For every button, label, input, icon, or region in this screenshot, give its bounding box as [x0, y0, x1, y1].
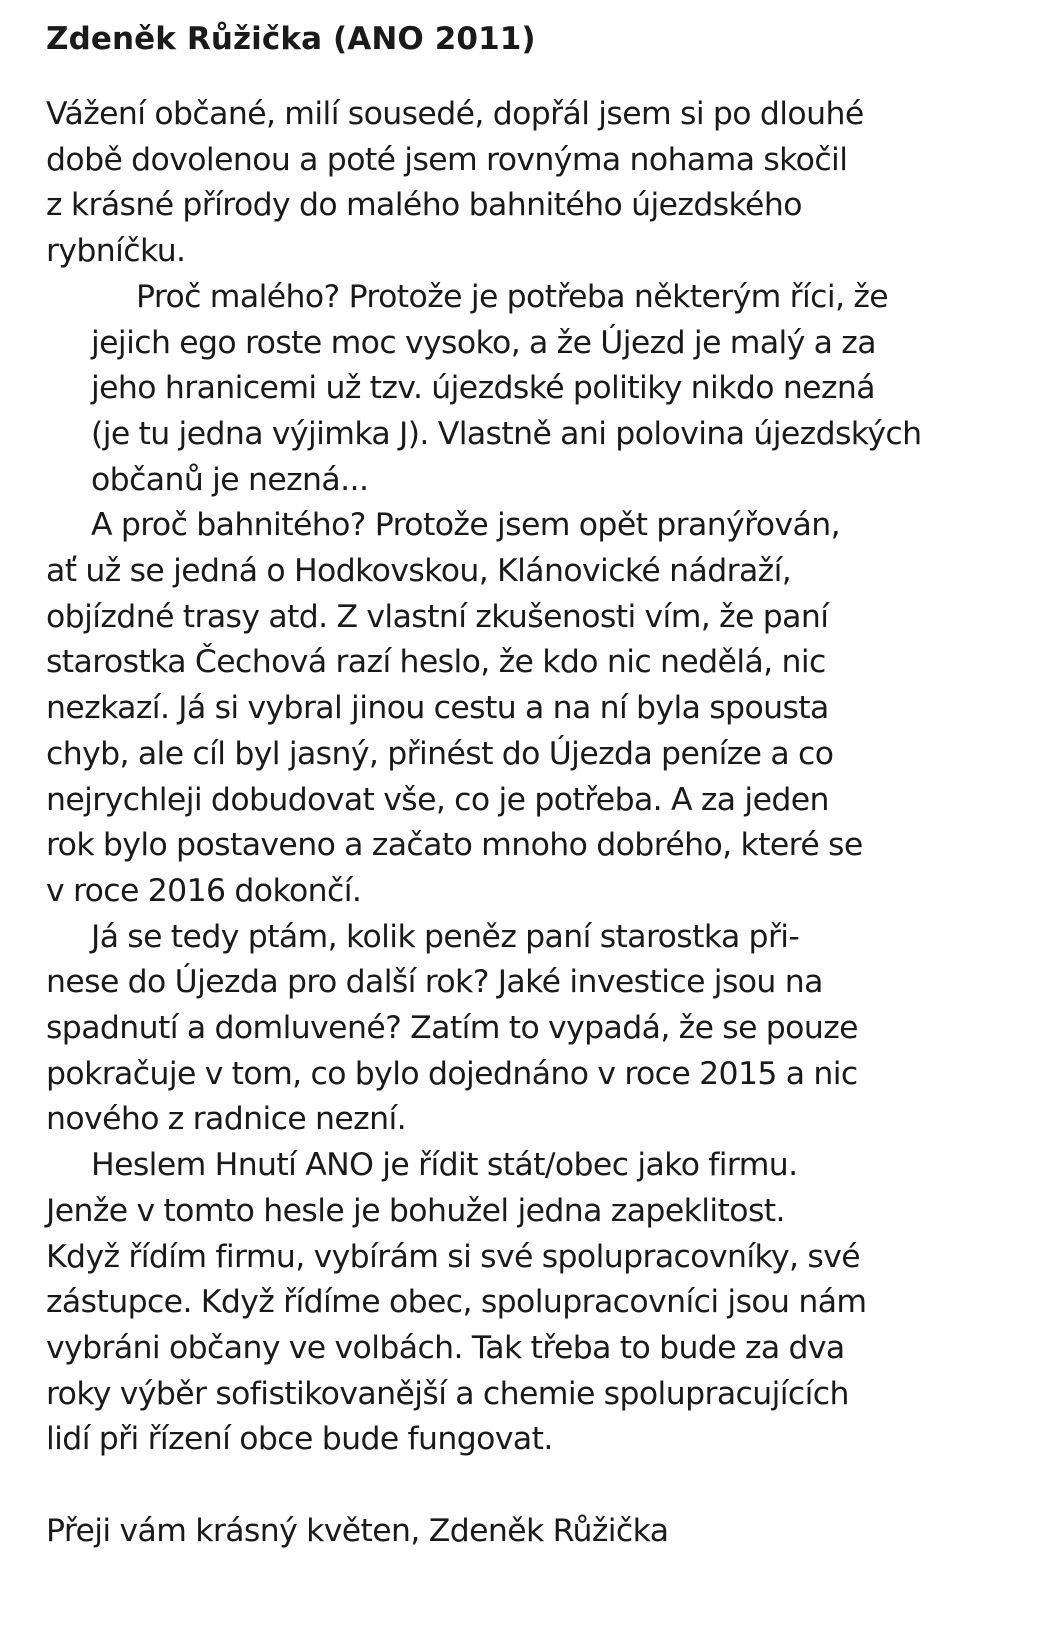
text-line: nese do Újezda pro další rok? Jaké investice jsou na — [46, 964, 823, 1001]
paragraph-3 — [46, 503, 1006, 914]
text-line: nového z radnice nezní. — [46, 1101, 407, 1138]
text-line: v roce 2016 dokončí. — [46, 872, 362, 909]
paragraph-5 — [46, 1143, 1006, 1463]
text-line: spadnutí a domluvené? Zatím to vypadá, že se pouze — [46, 1010, 858, 1047]
text-line: ať už se jedná o Hodkovskou, Klánovické nádraží, — [46, 553, 792, 590]
text-line: chyb, ale cíl byl jasný, přinést do Újezda peníze a co — [46, 735, 834, 772]
text-line: občanů je nezná... — [91, 461, 369, 498]
text-line: objízdné trasy atd. Z vlastní zkušenosti vím, že paní — [46, 598, 829, 635]
text-line: lidí při řízení obce bude fungovat. — [46, 1421, 553, 1458]
text-line: rybníčku. — [46, 233, 186, 270]
text-line: roky výběr sofistikovanější a chemie spolupracujících — [46, 1375, 849, 1412]
text-line: Heslem Hnutí ANO je řídit stát/obec jako firmu. — [91, 1147, 798, 1184]
text-line: jeho hranicemi už tzv. újezdské politiky nikdo nezná — [91, 370, 875, 407]
text-line: vybráni občany ve volbách. Tak třeba to bude za dva — [46, 1329, 845, 1366]
text-line: jejich ego roste moc vysoko, a že Újezd je malý a za — [91, 324, 876, 361]
text-line: A proč bahnitého? Protože jsem opět pranýřován, — [91, 507, 840, 544]
text-line: zástupce. Když řídíme obec, spolupracovníci jsou nám — [46, 1284, 867, 1321]
text-line: Já se tedy ptám, kolik peněz paní starostka při- — [91, 918, 800, 955]
paragraph-4 — [46, 915, 1006, 1144]
text-line: nejrychleji dobudovat vše, co je potřeba. A za jeden — [46, 781, 829, 818]
article-body — [46, 92, 1006, 1463]
paragraph-1 — [46, 92, 1006, 275]
text-line: pokračuje v tom, co bylo dojednáno v roce 2015 a nic — [46, 1055, 858, 1092]
text-line: Vážení občané, milí sousedé, dopřál jsem si po dlouhé — [46, 96, 864, 132]
text-line: Proč malého? Protože je potřeba některým říci, že — [136, 278, 889, 315]
text-line: rok bylo postaveno a začato mnoho dobrého, které se — [46, 827, 863, 864]
text-line: nezkazí. Já si vybral jinou cestu a na ní byla spousta — [46, 690, 829, 727]
text-line: (je tu jedna výjimka J). Vlastně ani polovina újezdských — [91, 415, 922, 452]
signoff: Přeji vám krásný květen, Zdeněk Růžička — [46, 1512, 669, 1549]
text-line: Jenže v tomto hesle je bohužel jedna zapeklitost. — [46, 1192, 785, 1229]
article-title: Zdeněk Růžička (ANO 2011) — [46, 21, 536, 57]
article — [46, 14, 1006, 1586]
text-line: starostka Čechová razí heslo, že kdo nic nedělá, nic — [46, 644, 826, 681]
paragraph-2 — [46, 275, 1006, 504]
text-line: Když řídím firmu, vybírám si své spolupracovníky, své — [46, 1238, 861, 1275]
text-line: z krásné přírody do malého bahnitého újezdského — [46, 187, 802, 224]
text-line: době dovolenou a poté jsem rovnýma nohama skočil — [46, 141, 848, 178]
